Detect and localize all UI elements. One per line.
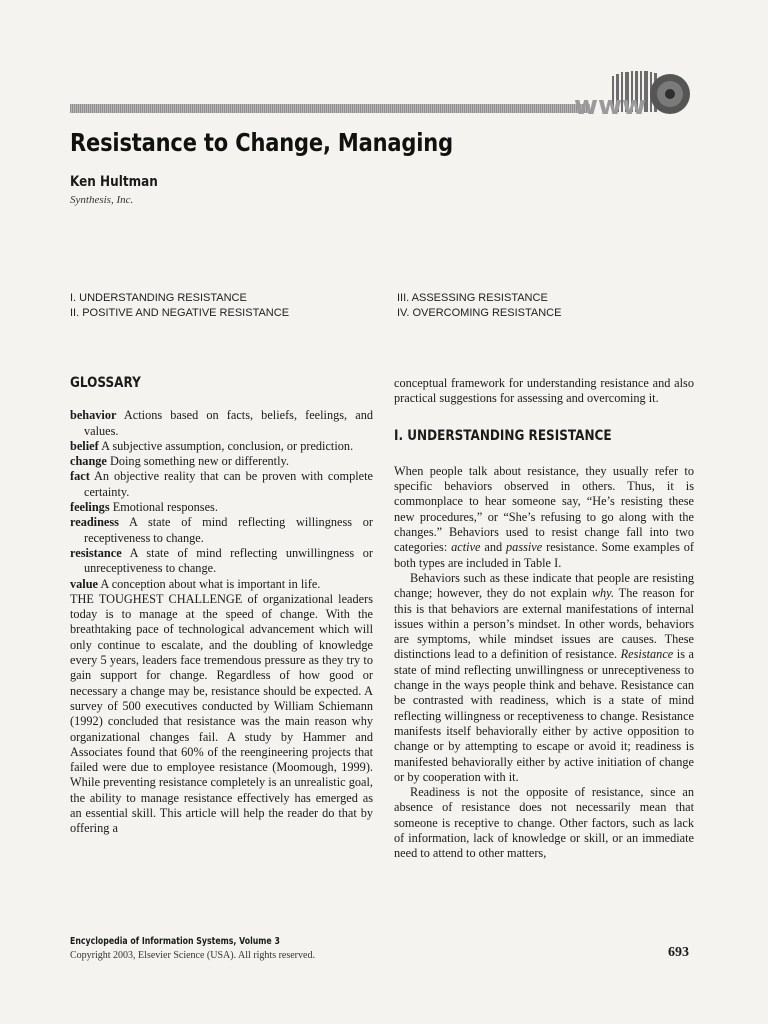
glossary-entry [70, 408, 373, 439]
outline-left [70, 291, 289, 321]
outline-item: IV. OVERCOMING RESISTANCE [397, 307, 562, 319]
body-text: is a state of mind reflecting unwillingness or unreceptiveness to change in the ways people think and behave. Resistance can be contrasted with readiness, which is a state of mind reflecting willingness or receptiveness to change. Resistance manifests itself behaviorally either by active opposition to change or by attempting to escape or avoid it; readiness is manifested behaviorally either by active initiation of change or by cooperation with it. [394, 647, 695, 784]
header-rule [70, 104, 590, 113]
glossary-definition: Emotional responses. [112, 500, 218, 515]
glossary-term: value [70, 576, 99, 591]
outline-right [397, 291, 561, 321]
glossary-definition: A state of mind reflecting unwillingness or unreceptiveness to change. [84, 545, 373, 576]
glossary-entry [70, 439, 373, 454]
glossary-heading: GLOSSARY [70, 375, 141, 391]
publication-name: Encyclopedia of Information Systems, Volume 3 [70, 936, 280, 947]
glossary-term: fact [70, 469, 90, 484]
outline-item: III. ASSESSING RESISTANCE [397, 292, 548, 304]
glossary-list [70, 408, 373, 592]
intro-lead: THE TOUGHEST CHALLENGE [70, 591, 243, 606]
glossary-term: resistance [70, 545, 122, 560]
copyright-notice: Copyright 2003, Elsevier Science (USA). All rights reserved. [70, 950, 315, 961]
glossary-definition: A subjective assumption, conclusion, or prediction. [101, 438, 354, 453]
glossary-definition: A conception about what is important in life. [100, 576, 321, 591]
glossary-entry [70, 546, 373, 577]
glossary-definition: Actions based on facts, beliefs, feelings, and values. [84, 408, 373, 438]
body-text: When people talk about resistance, they usually refer to specific behaviors observed in others. Thus, it is commonplace to hear someone say, “He’s resisting these new procedures,” or “She’s refusing to go along with the changes.” Behaviors used to resist change fall into two categories: [394, 463, 694, 555]
logo-text: www [574, 91, 647, 118]
body-text: and [480, 540, 507, 555]
glossary-entry [70, 500, 373, 515]
body-paragraph [394, 571, 694, 785]
glossary-term: change [70, 454, 107, 469]
body-paragraph: Readiness is not the opposite of resistance, since an absence of resistance does not necessarily mean that someone is receptive to change. Other factors, such as lack of information, lack of knowledge or skill, or an immediate need to attend to other matters, [394, 785, 694, 861]
glossary-term: belief [70, 438, 99, 453]
glossary-entry [70, 454, 373, 469]
emphasis-active: active [451, 540, 481, 555]
body-paragraph [394, 464, 694, 571]
author-affiliation: Synthesis, Inc. [70, 194, 134, 206]
glossary-definition: An objective reality that can be proven with complete certainty. [84, 469, 373, 499]
glossary-entry [70, 515, 373, 546]
intro-text: of organizational leaders today is to manage at the speed of change. With the breathtaking pace of technological advancement which will only continue to escalate, and the doubling of knowledge every 5 years, leaders face tremendous pressure as they try to gain support for change. Regardless of how good or necessary a change may be, resistance should be expected. A survey of 500 executives conducted by William Schiemann (1992) concluded that resistance was the main reason why organizational changes fail. A study by Hammer and Associates found that 60% of the reengineering projects that failed were due to employee resistance (Moomough, 1999). While preventing resistance completely is an unrealistic goal, the ability to manage resistance effectively has emerged as an essential skill. This article will help the reader do that by offering a [70, 591, 373, 836]
body-text: resistance. Some examples of both types are included in Table I. [394, 540, 694, 570]
section-heading: I. UNDERSTANDING RESISTANCE [394, 427, 612, 444]
emphasis-resistance: Resistance [620, 647, 674, 662]
article-title: Resistance to Change, Managing [70, 128, 453, 157]
glossary-term: feelings [70, 500, 110, 515]
outline-item: I. UNDERSTANDING RESISTANCE [70, 292, 247, 304]
body-text: The reason for this is that behaviors are external manifestations of internal issues within a person’s mindset. In other words, behaviors are symptoms, while mindset issues are causes. These distinctions lead to a definition of resistance. [394, 586, 694, 662]
glossary-definition: Doing something new or differently. [109, 454, 289, 469]
emphasis-passive: passive [506, 540, 543, 555]
glossary-term: behavior [70, 408, 117, 423]
intro-paragraph [70, 592, 373, 837]
emphasis-why: why. [591, 586, 615, 601]
intro-continuation: conceptual framework for understanding resistance and also practical suggestions for assessing and overcoming it. [394, 376, 694, 406]
outline-item: II. POSITIVE AND NEGATIVE RESISTANCE [70, 307, 290, 319]
glossary-term: readiness [70, 515, 119, 530]
right-column [394, 376, 694, 862]
body-text: Behaviors such as these indicate that people are resisting change; however, they do not explain [394, 570, 694, 601]
glossary-definition: A state of mind reflecting willingness or receptiveness to change. [84, 515, 373, 545]
www-logo-icon [572, 70, 694, 118]
author-name: Ken Hultman [70, 174, 158, 190]
glossary-entry [70, 469, 373, 500]
page-number: 693 [668, 945, 689, 960]
glossary-entry [70, 577, 373, 592]
left-column [70, 376, 373, 837]
